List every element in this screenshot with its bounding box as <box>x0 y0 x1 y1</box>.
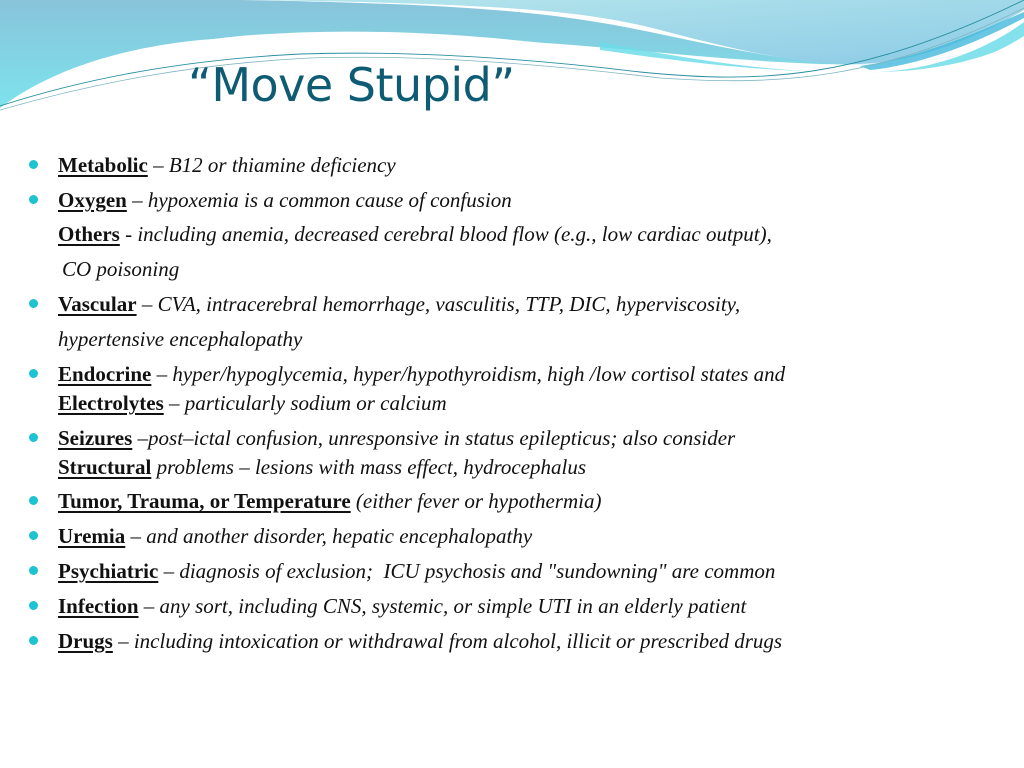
item-term: Infection <box>58 594 139 618</box>
item-description: (either fever or hypothermia) <box>355 489 602 513</box>
list-item-structural <box>58 455 586 479</box>
list-item-seizures <box>58 426 735 450</box>
item-separator: – <box>163 391 185 415</box>
bullet-icon <box>29 433 38 442</box>
list-item-metabolic <box>58 153 396 177</box>
item-description-continued: CO poisoning <box>62 257 180 281</box>
item-separator: – <box>125 524 147 548</box>
item-description: B12 or thiamine deficiency <box>168 153 396 177</box>
item-separator: – <box>147 153 169 177</box>
bullet-icon <box>29 195 38 204</box>
item-separator: – <box>112 629 134 653</box>
item-description: including anemia, decreased cerebral blood flow (e.g., low cardiac output), <box>137 222 772 246</box>
item-term: Electrolytes <box>58 391 164 415</box>
item-separator: - <box>119 222 138 246</box>
bullet-icon <box>29 636 38 645</box>
bullet-icon <box>29 566 38 575</box>
item-separator: – <box>158 559 180 583</box>
bullet-icon <box>29 531 38 540</box>
item-term: Oxygen <box>58 188 127 212</box>
item-description: particularly sodium or calcium <box>184 391 447 415</box>
item-term: Others <box>58 222 120 246</box>
list-item-others <box>58 222 772 246</box>
item-separator: – <box>151 362 173 386</box>
item-description: problems – lesions with mass effect, hydrocephalus <box>156 455 587 479</box>
list-item-vascular <box>58 292 740 316</box>
item-term: Psychiatric <box>58 559 159 583</box>
list-item-electrolytes <box>58 391 447 415</box>
list-item-uremia <box>58 524 532 548</box>
bullet-icon <box>29 299 38 308</box>
bullet-icon <box>29 496 38 505</box>
item-term: Seizures <box>58 426 133 450</box>
list-item-drugs <box>58 629 782 653</box>
list-item-vascular-continued <box>58 327 302 351</box>
item-separator: – <box>132 426 149 450</box>
item-description: diagnosis of exclusion; ICU psychosis and "sundowning" are common <box>179 559 776 583</box>
bullet-icon <box>29 601 38 610</box>
item-description: post–ictal confusion, unresponsive in status epilepticus; also consider <box>148 426 736 450</box>
list-item-others-continued <box>62 257 179 281</box>
list-item-oxygen <box>58 188 512 212</box>
item-description: including intoxication or withdrawal from alcohol, illicit or prescribed drugs <box>133 629 783 653</box>
item-term: Structural <box>58 455 152 479</box>
list-item-endocrine <box>58 362 785 386</box>
item-description: any sort, including CNS, systemic, or simple UTI in an elderly patient <box>159 594 747 618</box>
item-term: Uremia <box>58 524 126 548</box>
list-item-tumor-trauma-temperature <box>58 489 601 513</box>
item-term: Vascular <box>58 292 137 316</box>
bullet-icon <box>29 160 38 169</box>
item-description: hyper/hypoglycemia, hyper/hypothyroidism, high /low cortisol states and <box>172 362 786 386</box>
item-separator: – <box>126 188 148 212</box>
item-description-continued: hypertensive encephalopathy <box>58 327 303 351</box>
item-term: Drugs <box>58 629 113 653</box>
bullet-icon <box>29 369 38 378</box>
item-description: CVA, intracerebral hemorrhage, vasculitis, TTP, DIC, hyperviscosity, <box>157 292 741 316</box>
item-description: hypoxemia is a common cause of confusion <box>147 188 512 212</box>
item-separator: – <box>138 594 160 618</box>
item-separator: – <box>136 292 158 316</box>
list-item-infection <box>58 594 746 618</box>
list-item-psychiatric <box>58 559 775 583</box>
slide-title: “Move Stupid” <box>188 58 515 112</box>
item-term: Metabolic <box>58 153 148 177</box>
item-term: Endocrine <box>58 362 152 386</box>
item-term: Tumor, Trauma, or Temperature <box>58 489 351 513</box>
item-description: and another disorder, hepatic encephalopathy <box>146 524 533 548</box>
